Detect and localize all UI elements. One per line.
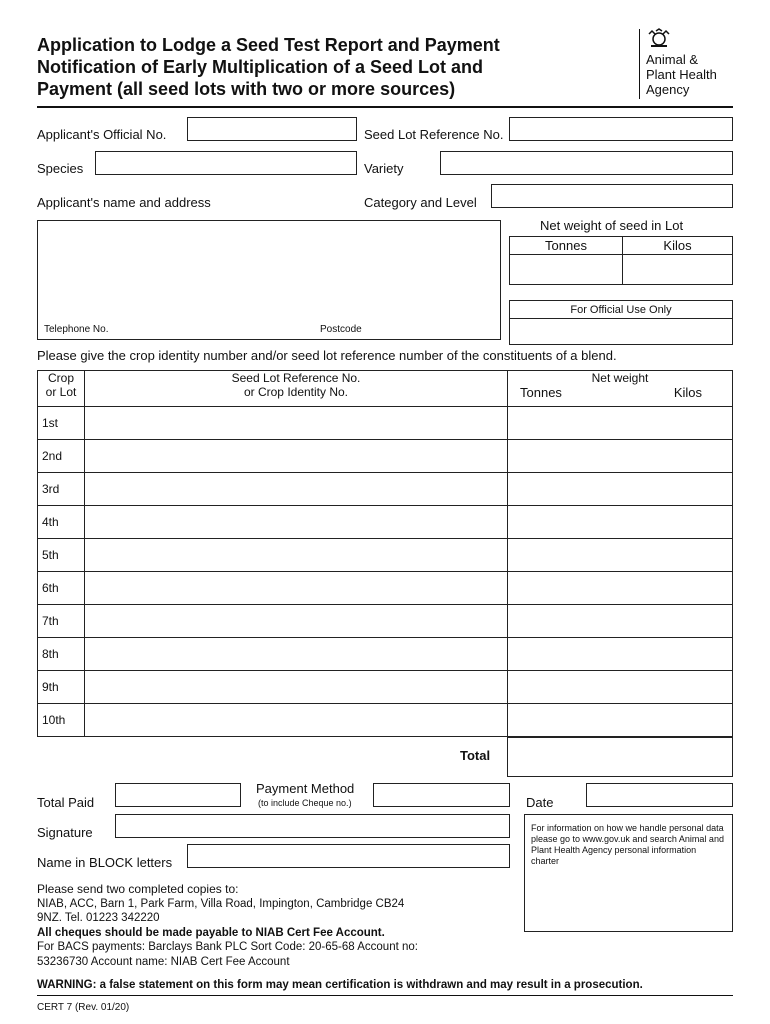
blend-ref-input[interactable] [85, 572, 508, 605]
send-to-block [37, 882, 507, 969]
net-col-label: Net weight [591, 371, 649, 385]
agency-line: Animal & [646, 52, 699, 67]
total-weight-input[interactable] [507, 737, 733, 777]
form-title [37, 34, 597, 100]
official-no-input[interactable] [187, 117, 357, 141]
date-input[interactable] [586, 783, 733, 807]
variety-input[interactable] [440, 151, 733, 175]
date-label: Date [526, 795, 554, 810]
seed-lot-ref-input[interactable] [509, 117, 733, 141]
blend-ref-input[interactable] [85, 407, 508, 440]
blend-row-label: 3rd [38, 473, 85, 506]
title-line: Notification of Early Multiplication of a Seed Lot and [37, 57, 484, 77]
official-use-table [509, 300, 733, 345]
blend-row [38, 473, 733, 506]
send-to-line: 53236730 Account name: NIAB Cert Fee Account [37, 955, 290, 968]
payment-method-input[interactable] [373, 783, 510, 807]
blend-row-label: 10th [38, 704, 85, 737]
total-paid-label: Total Paid [37, 795, 95, 810]
net-weight-heading: Net weight of seed in Lot [540, 218, 684, 233]
blend-ref-input[interactable] [85, 605, 508, 638]
blend-ref-input[interactable] [85, 473, 508, 506]
total-paid-input[interactable] [115, 783, 241, 807]
total-label: Total [460, 748, 491, 763]
title-line: Payment (all seed lots with two or more sources) [37, 79, 456, 99]
address-input[interactable] [37, 220, 501, 340]
blend-weight-input[interactable] [508, 638, 733, 671]
footer-rule [37, 995, 733, 996]
blend-row-label: 7th [38, 605, 85, 638]
official-use-input[interactable] [510, 319, 733, 345]
blend-row-label: 1st [38, 407, 85, 440]
blend-weight-input[interactable] [508, 506, 733, 539]
warning-text: WARNING: a false statement on this form may mean certification is withdrawn and may result in a prosecution. [37, 979, 643, 991]
tonnes-header: Tonnes [510, 237, 623, 255]
signature-label: Signature [37, 825, 93, 840]
postcode-label: Postcode [320, 324, 362, 335]
blend-ref-input[interactable] [85, 539, 508, 572]
official-no-label: Applicant's Official No. [37, 127, 167, 142]
royal-crest-icon [645, 28, 673, 50]
agency-logo-text [646, 52, 717, 97]
species-label: Species [37, 161, 84, 176]
blend-row [38, 440, 733, 473]
blend-row [38, 605, 733, 638]
blend-weight-input[interactable] [508, 473, 733, 506]
blend-row-label: 5th [38, 539, 85, 572]
send-to-line: Please send two completed copies to: [37, 882, 239, 896]
title-line: Application to Lodge a Seed Test Report and Payment [37, 35, 500, 55]
blend-row [38, 506, 733, 539]
blend-row-label: 8th [38, 638, 85, 671]
ref-col-line: or Crop Identity No. [243, 385, 349, 399]
payment-method-note: (to include Cheque no.) [258, 798, 352, 808]
net-weight-table [509, 236, 733, 285]
category-level-input[interactable] [491, 184, 733, 208]
blend-row-label: 9th [38, 671, 85, 704]
blend-row [38, 539, 733, 572]
send-to-line: 9NZ. Tel. 01223 342220 [37, 912, 160, 924]
blend-instruction: Please give the crop identity number and/or seed lot reference number of the constituents of a blend. [37, 348, 617, 363]
blend-kilos-label: Kilos [673, 385, 702, 400]
ref-col-header [85, 371, 508, 407]
header-rule [37, 106, 733, 108]
blend-weight-input[interactable] [508, 605, 733, 638]
blend-weight-input[interactable] [508, 671, 733, 704]
blend-weight-input[interactable] [508, 440, 733, 473]
net-col-header [508, 371, 733, 407]
crop-col-line: or Lot [45, 385, 77, 399]
privacy-notice: For information on how we handle personal data please go to www.gov.uk and search Animal and Plant Health Agency personal information charter [524, 814, 733, 932]
blend-ref-input[interactable] [85, 638, 508, 671]
blend-ref-input[interactable] [85, 506, 508, 539]
form-code: CERT 7 (Rev. 01/20) [37, 1002, 130, 1013]
seed-lot-ref-label: Seed Lot Reference No. [364, 127, 504, 142]
category-level-label: Category and Level [364, 195, 477, 210]
logo-divider [639, 29, 640, 99]
blend-row [38, 671, 733, 704]
blend-row [38, 704, 733, 737]
net-weight-tonnes-input[interactable] [510, 255, 623, 285]
blend-row-label: 2nd [38, 440, 85, 473]
crop-col-line: Crop [47, 371, 74, 385]
blend-row-label: 6th [38, 572, 85, 605]
block-name-label: Name in BLOCK letters [37, 855, 173, 870]
blend-tonnes-label: Tonnes [520, 385, 562, 400]
blend-row [38, 407, 733, 440]
send-to-line: For BACS payments: Barclays Bank PLC Sort Code: 20-65-68 Account no: [37, 941, 418, 953]
crop-col-header [38, 371, 85, 407]
blend-row-label: 4th [38, 506, 85, 539]
blend-weight-input[interactable] [508, 539, 733, 572]
agency-line: Plant Health [646, 67, 717, 82]
blend-table [37, 370, 733, 737]
blend-ref-input[interactable] [85, 704, 508, 737]
block-name-input[interactable] [187, 844, 510, 868]
variety-label: Variety [364, 161, 404, 176]
species-input[interactable] [95, 151, 357, 175]
blend-weight-input[interactable] [508, 704, 733, 737]
payment-method-label: Payment Method [256, 781, 355, 796]
telephone-label: Telephone No. [44, 324, 109, 335]
blend-row [38, 572, 733, 605]
signature-input[interactable] [115, 814, 510, 838]
send-to-line: NIAB, ACC, Barn 1, Park Farm, Villa Road, Impington, Cambridge CB24 [37, 897, 405, 910]
official-use-label: For Official Use Only [510, 301, 733, 319]
agency-line: Agency [646, 82, 690, 97]
blend-row [38, 638, 733, 671]
name-address-label: Applicant's name and address [37, 195, 211, 210]
blend-weight-input[interactable] [508, 407, 733, 440]
blend-ref-input[interactable] [85, 440, 508, 473]
cheque-payable-line: All cheques should be made payable to NIAB Cert Fee Account. [37, 926, 385, 939]
net-weight-kilos-input[interactable] [623, 255, 733, 285]
blend-ref-input[interactable] [85, 671, 508, 704]
kilos-header: Kilos [623, 237, 733, 255]
blend-weight-input[interactable] [508, 572, 733, 605]
ref-col-line: Seed Lot Reference No. [231, 371, 361, 385]
